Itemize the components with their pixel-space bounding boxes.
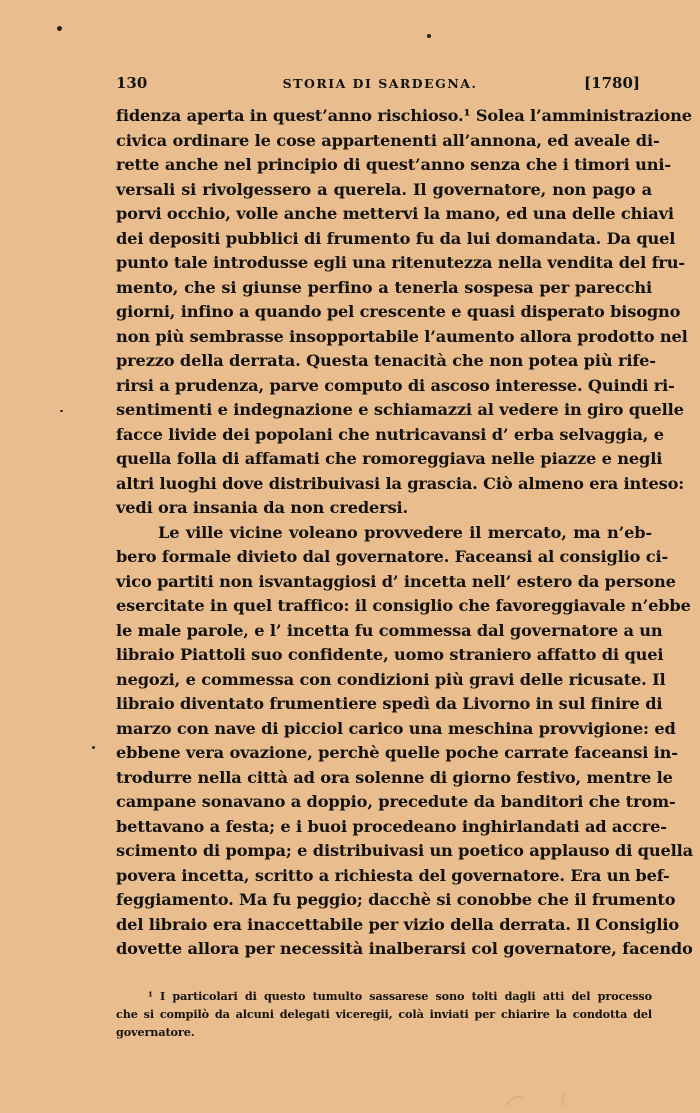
- text-line: porvi occhio, volle anche mettervi la mano, ed una delle chiavi: [116, 204, 674, 223]
- text-line: bero formale divieto dal governatore. Faceansi al consiglio ci-: [116, 547, 669, 566]
- text-line: non più sembrasse insopportabile l’aumento allora prodotto nel: [116, 326, 688, 346]
- ink-speck: [60, 410, 63, 412]
- footnote-line: ¹ I particolari di questo tumulto sassarese sono tolti dagli atti del processo: [148, 989, 652, 1003]
- text-line: vico partiti non isvantaggiosi d’ incetta nell’ estero da persone: [116, 571, 676, 591]
- text-line: negozi, e commessa con condizioni più gravi delle ricusate. Il: [116, 669, 666, 689]
- watermark-mark: [498, 1088, 588, 1108]
- text-line: esercitate in quel traffico: il consiglio che favoreggiavale n’ebbe: [116, 596, 691, 615]
- text-line: del libraio era inaccettabile per vizio della derrata. Il Consiglio: [116, 914, 679, 934]
- text-line: fidenza aperta in quest’anno rischioso.¹ Solea l’amministrazione: [116, 106, 692, 125]
- running-title: STORIA DI SARDEGNA.: [282, 76, 478, 91]
- text-line: punto tale introdusse egli una ritenutezza nella vendita del fru-: [116, 253, 685, 272]
- text-line: libraio diventato frumentiere spedì da Livorno in sul finire di: [116, 694, 663, 713]
- ink-speck: [427, 34, 431, 38]
- running-head: [116, 74, 644, 94]
- text-line: dovette allora per necessità inalberarsi col governatore, facendo: [116, 939, 693, 958]
- footnote-line: governatore.: [116, 1025, 195, 1039]
- text-line: campane sonavano a doppio, precedute da banditori che trom-: [116, 792, 676, 811]
- text-line: bettavano a festa; e i buoi procedeano inghirlandati ad accre-: [116, 816, 667, 836]
- text-line: versali si rivolgessero a querela. Il governatore, non pago a: [116, 179, 652, 199]
- text-line: facce livide dei popolani che nutricavansi d’ erba selvaggia, e: [116, 424, 664, 444]
- text-line: Le ville vicine voleano provvedere il mercato, ma n’eb-: [158, 522, 652, 542]
- text-line: trodurre nella città ad ora solenne di giorno festivo, mentre le: [116, 767, 673, 787]
- text-line: altri luoghi dove distribuivasi la grascia. Ciò almeno era inteso:: [116, 473, 685, 493]
- footnote-line: che si compilò da alcuni delegati viceregii, colà inviati per chiarire la condotta del: [116, 1007, 652, 1021]
- footnote: [116, 987, 652, 1041]
- ink-speck: [92, 746, 95, 749]
- text-line: rirsi a prudenza, parve computo di ascoso interesse. Quindi ri-: [116, 375, 675, 395]
- page-number: 130: [116, 74, 148, 92]
- text-line: marzo con nave di picciol carico una meschina provvigione: ed: [116, 718, 676, 738]
- ink-speck: [57, 26, 62, 31]
- text-line: vedi ora insania da non credersi.: [116, 498, 409, 517]
- text-line: povera incetta, scritto a richiesta del governatore. Era un bef-: [116, 865, 670, 885]
- text-line: libraio Piattoli suo confidente, uomo straniero affatto di quei: [116, 645, 664, 664]
- text-line: mento, che si giunse perfino a tenerla sospesa per parecchi: [116, 277, 652, 297]
- text-line: civica ordinare le cose appartenenti all’annona, ed aveale di-: [116, 130, 660, 150]
- year-marker: [1780]: [584, 74, 640, 92]
- text-line: le male parole, e l’ incetta fu commessa dal governatore a un: [116, 620, 663, 640]
- scan-watermark: [498, 1088, 588, 1108]
- text-line: sentimenti e indegnazione e schiamazzi al vedere in giro quelle: [116, 400, 684, 419]
- main-text: [116, 104, 693, 962]
- text-line: feggiamento. Ma fu peggio; dacchè si conobbe che il frumento: [116, 890, 676, 909]
- text-line: rette anche nel principio di quest’anno senza che i timori uni-: [116, 155, 671, 174]
- text-line: prezzo della derrata. Questa tenacità che non potea più rife-: [116, 351, 656, 370]
- text-line: ebbene vera ovazione, perchè quelle poche carrate faceansi in-: [116, 743, 678, 762]
- text-line: giorni, infino a quando pel crescente e quasi disperato bisogno: [116, 302, 681, 321]
- text-line: scimento di pompa; e distribuivasi un poetico applauso di quella: [116, 841, 693, 860]
- text-line: quella folla di affamati che romoreggiava nelle piazze e negli: [116, 449, 663, 468]
- text-line: dei depositi pubblici di frumento fu da lui domandata. Da quel: [116, 228, 676, 248]
